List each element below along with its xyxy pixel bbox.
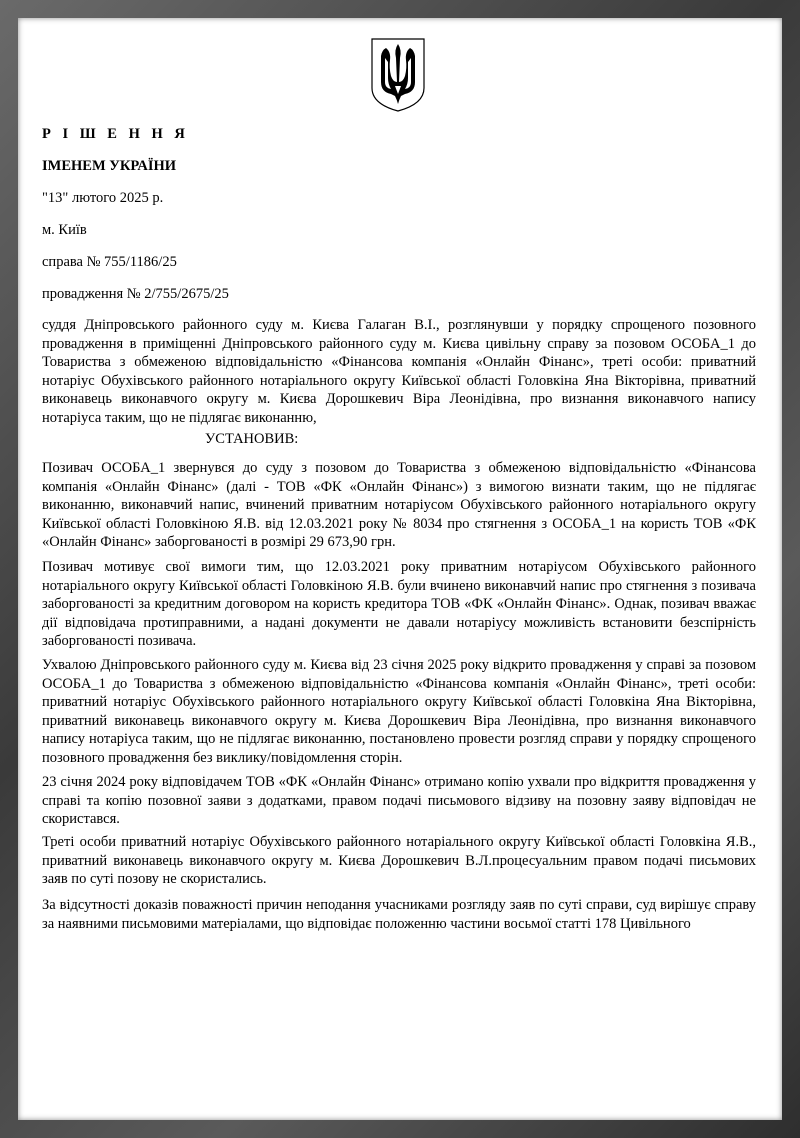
paragraph-5: Треті особи приватний нотаріус Обухівського районного нотаріального округу Київської області Головкіна Я.В., приватний виконавець виконавчого округу м. Києва Дорошкевич В.Л.процесуальним правом подачі письмових заяв по суті позову не скористались. [42, 834, 756, 887]
document-heading: Р І Ш Е Н Н Я [42, 126, 189, 142]
ukraine-trident-icon [371, 38, 425, 112]
paragraph-1: Позивач ОСОБА_1 звернувся до суду з позовом до Товариства з обмеженою відповідальністю «Фінансова компанія «Онлайн Фінанс» (далі - ТОВ «ФК «Онлайн Фінанс») з вимогою визнати таким, що не підлягає виконанню, виконавчий напис, вчинений приватним нотаріусом Обухівського районного нотаріального округу Київської області Головкіною Я.В. від 12.03.2021 року № 8034 про стягнення з ОСОБА_1 на користь ТОВ «ФК «Онлайн Фінанс» заборгованості в розмірі 29 673,90 грн. [42, 460, 756, 550]
paragraph-6: За відсутності доказів поважності причин неподання учасниками розгляду заяв по суті справи, суд вирішує справу за наявними письмовими матеріалами, що відповідає положенню частини восьмої статті 178 Цивільного [42, 897, 756, 932]
proceedings-number: провадження № 2/755/2675/25 [42, 286, 229, 302]
established-heading: УСТАНОВИВ: [205, 431, 299, 447]
paragraph-4: 23 січня 2024 року відповідачем ТОВ «ФК «Онлайн Фінанс» отримано копію ухвали про відкриття провадження у справі та копію позовної заяви з додатками, правом подачі письмового відзиву на позовну заяву відповідач не скористався. [42, 774, 756, 827]
document-date: "13" лютого 2025 р. [42, 190, 164, 206]
intro-paragraph: суддя Дніпровського районного суду м. Києва Галаган В.І., розглянувши у порядку спрощеного позовного провадження в приміщенні Дніпровського районного суду м. Києва цивільну справу за позовом ОСОБА_1 до Товариства з обмеженою відповідальністю «Фінансова компанія «Онлайн Фінанс», треті особи: приватний нотаріус Обухівського районного нотаріального округу Київської області Головкіна Яна Вікторівна, приватний виконавець виконавчого округу м. Києва Дорошкевич Віра Леонідівна, про визнання виконавчого напису нотаріуса таким, що не підлягає виконанню, [42, 317, 756, 426]
document-subheading: ІМЕНЕМ УКРАЇНИ [42, 158, 177, 174]
case-number: справа № 755/1186/25 [42, 254, 177, 270]
document-page [18, 18, 782, 1120]
document-city: м. Київ [42, 222, 87, 238]
paragraph-3: Ухвалою Дніпровського районного суду м. Києва від 23 січня 2025 року відкрито провадження у справі за позовом ОСОБА_1 до Товариства з обмеженою відповідальністю «Фінансова компанія «Онлайн Фінанс», треті особи: приватний нотаріус Обухівського районного нотаріального округу Київської області Головкіна Яна Вікторівна, приватний виконавець виконавчого округу м. Києва Дорошкевич Віра Леонідівна, про визнання виконавчого напису нотаріуса таким, що не підлягає виконанню, постановлено провести розгляд справи у порядку спрощеного позовного провадження без виклику/повідомлення сторін. [42, 657, 756, 766]
paragraph-2: Позивач мотивує свої вимоги тим, що 12.03.2021 року приватним нотаріусом Обухівського районного нотаріального округу Київської області Головкіною Я.В. були вчинено виконавчий напис про стягнення з позивача заборгованості за кредитним договором на користь кредитора ТОВ «ФК «Онлайн Фінанс». Однак, позивач вважає дії відповідача протиправними, а надані документи не давали нотаріусу можливість встановити безспірність заборгованості позивача. [42, 559, 756, 649]
